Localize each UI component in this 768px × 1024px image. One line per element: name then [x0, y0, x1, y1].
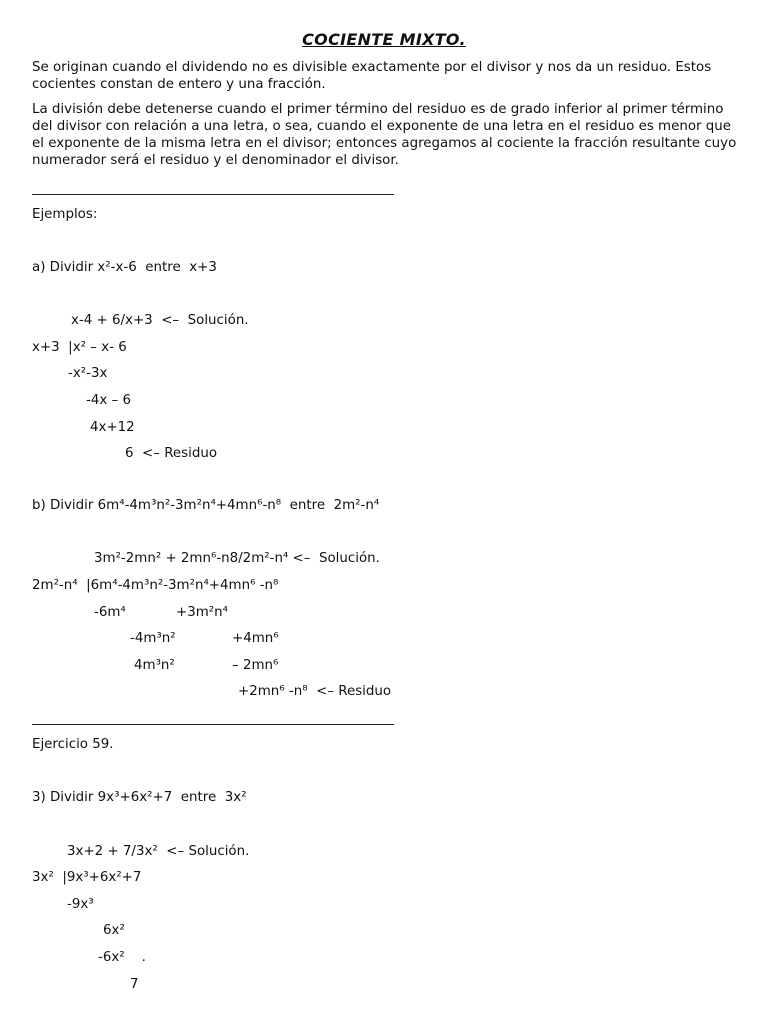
exercise-3-step-3: -6x² . [98, 950, 146, 965]
exercise-3-step-2: 6x² [103, 923, 125, 938]
example-b-step-2-a: -4m³n² [130, 631, 176, 646]
example-a-residue: 6 <– Residuo [125, 446, 218, 461]
intro-paragraph-1: Se originan cuando el dividendo no es divisible exactamente por el divisor y nos da un residuo. Estos cocientes constan de entero y una fracción. [32, 60, 712, 92]
example-b-heading: b) Dividir 6m⁴-4m³n²-3m²n⁴+4mn⁶-n⁸ entre 2m²-n⁴ [32, 498, 380, 513]
examples-label: Ejemplos: [32, 207, 98, 222]
exercise-3-residue: 7 [130, 977, 139, 992]
example-b-step-2-b: +4mn⁶ [232, 631, 279, 646]
example-a-solution: x-4 + 6/x+3 <– Solución. [71, 313, 249, 328]
example-b-step-1-b: +3m²n⁴ [176, 605, 229, 620]
example-a-step-3: 4x+12 [90, 420, 135, 435]
example-a-heading: a) Dividir x²-x-6 entre x+3 [32, 260, 217, 275]
example-b-residue: +2mn⁶ -n⁸ <– Residuo [238, 684, 392, 699]
divider-bottom [32, 724, 394, 725]
divider-top [32, 194, 394, 195]
example-a-step-1: -x²-3x [68, 366, 108, 381]
intro-paragraph-2: La división debe detenerse cuando el primer término del residuo es de grado inferior al primer término del divisor con relación a una letra, o sea, cuando el exponente de una letra en el residuo es menor que el exponente de la misma letra en el divisor; entonces agregamos al cociente la fracción resultante cuyo numerador será el residuo y el denominador el divisor. [32, 102, 737, 168]
example-a-divisor-line: x+3 |x² – x- 6 [32, 340, 127, 355]
exercise-3-divisor-line: 3x² |9x³+6x²+7 [32, 870, 142, 885]
example-b-divisor-line: 2m²-n⁴ |6m⁴-4m³n²-3m²n⁴+4mn⁶ -n⁸ [32, 578, 279, 593]
exercise-3-heading: 3) Dividir 9x³+6x²+7 entre 3x² [32, 790, 247, 805]
page-title: COCIENTE MIXTO. [302, 30, 466, 49]
exercise-3-step-1: -9x³ [67, 897, 94, 912]
example-b-step-3-a: 4m³n² [134, 658, 175, 673]
example-a-step-2: -4x – 6 [86, 393, 132, 408]
exercise-label: Ejercicio 59. [32, 737, 114, 752]
example-b-step-3-b: – 2mn⁶ [232, 658, 279, 673]
exercise-3-solution: 3x+2 + 7/3x² <– Solución. [67, 844, 250, 859]
example-b-step-1-a: -6m⁴ [94, 605, 126, 620]
example-b-solution: 3m²-2mn² + 2mn⁶-n8/2m²-n⁴ <– Solución. [94, 551, 380, 566]
